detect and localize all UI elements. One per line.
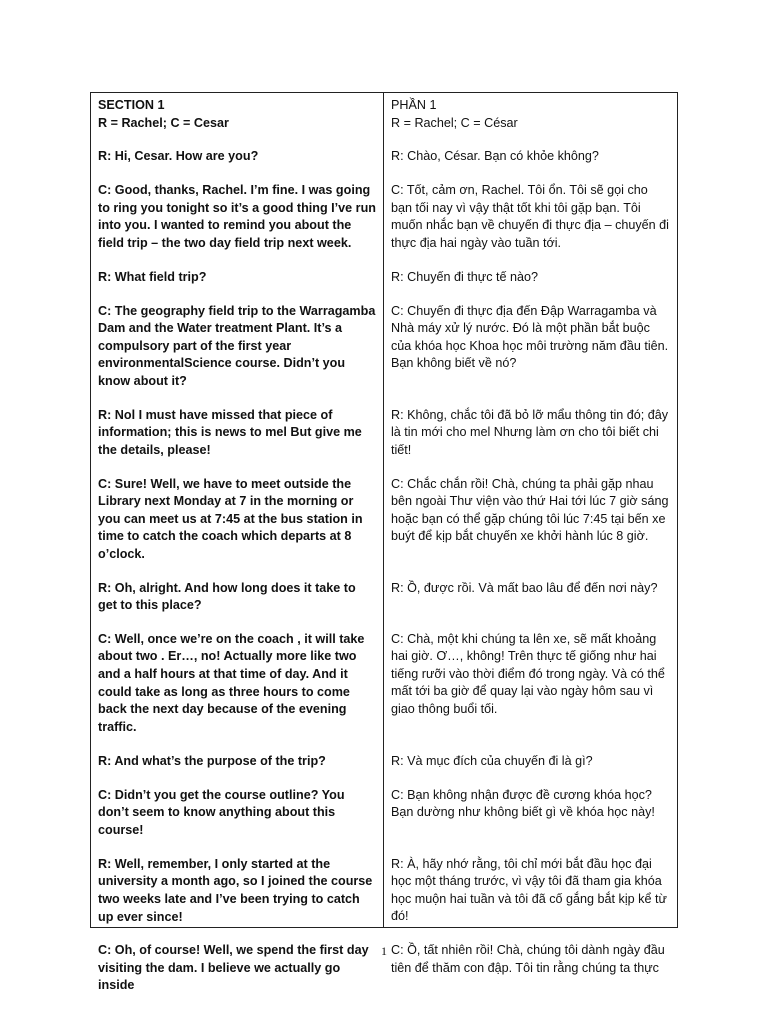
spacer [98, 391, 377, 407]
spacer [391, 460, 671, 476]
speaker-legend-vi: R = Rachel; C = César [391, 115, 518, 130]
vietnamese-column [384, 93, 677, 975]
spacer [391, 166, 671, 182]
spacer [98, 166, 377, 182]
english-column [91, 93, 384, 993]
dialogue-line-vi: R: Không, chắc tôi đã bỏ lỡ mẩu thông tin đó; đây là tin mới cho mel Nhưng làm ơn cho tôi biết chi tiết! [391, 407, 669, 457]
english-dialogue [98, 148, 377, 995]
spacer [98, 132, 377, 148]
dialogue-line-en: C: Oh, of course! Well, we spend the first day visiting the dam. I believe we actually go inside [98, 943, 369, 993]
dialogue-line-en: R: Well, remember, I only started at the university a month ago, so I joined the course two weeks late and I’ve been trying to catch up ever since! [98, 856, 373, 924]
spacer [98, 564, 377, 580]
dialogue-line-vi: R: À, hãy nhớ rằng, tôi chỉ mới bắt đầu học đại học một tháng trước, vì vậy tôi đã tham gia khóa học muộn hai tuần và tôi đã cố gắng bắt kịp kể từ đó! [391, 856, 667, 924]
dialogue-line-en: R: What field trip? [98, 269, 207, 284]
dialogue-line-vi: R: Và mục đích của chuyến đi là gì? [391, 753, 593, 768]
page-number: 1 [381, 944, 387, 958]
spacer [98, 253, 377, 269]
spacer [391, 926, 671, 942]
dialogue-line-en: R: Oh, alright. And how long does it take to get to this place? [98, 580, 356, 613]
dialogue-line-vi: R: Ồ, được rồi. Và mất bao lâu để đến nơi này? [391, 580, 658, 595]
spacer [391, 771, 671, 787]
spacer [391, 391, 671, 407]
spacer [391, 287, 671, 303]
spacer [98, 737, 377, 753]
spacer [391, 840, 671, 856]
spacer [391, 253, 671, 269]
dialogue-line-vi: C: Tốt, cảm ơn, Rachel. Tôi ổn. Tôi sẽ gọi cho bạn tối nay vì vậy thật tốt khi tôi gặp bạn. Tôi muốn nhắc bạn về chuyến đi thực địa – chuyến đi thực địa hai ngày vào tuần tới. [391, 183, 669, 250]
bilingual-transcript-table [90, 92, 678, 993]
spacer [98, 287, 377, 303]
dialogue-line-en: C: The geography field trip to the Warragamba Dam and the Water treatment Plant. It’s a compulsory part of the first year environmentalScience course. Didn’t you know about it? [98, 303, 376, 388]
dialogue-line-vi: C: Bạn không nhận được đề cương khóa học? Bạn dường như không biết gì về khóa học này! [391, 787, 655, 820]
dialogue-line-en: C: Good, thanks, Rachel. I’m fine. I was going to ring you tonight so it’s a good thing I’ve run into you. I wanted to remind you about the field trip – the two day field trip next week. [98, 183, 376, 250]
dialogue-line-en: C: Sure! Well, we have to meet outside the Library next Monday at 7 in the morning or you can meet us at 7:45 at the bus station in time to catch the coach which departs at 8 o’clock. [98, 476, 363, 561]
spacer [391, 615, 671, 631]
vietnamese-dialogue [391, 148, 671, 995]
dialogue-line-vi: R: Chào, César. Bạn có khỏe không? [391, 149, 599, 164]
spacer [98, 926, 377, 942]
dialogue-line-en: C: Didn’t you get the course outline? You don’t seem to know anything about this course! [98, 787, 345, 837]
spacer [98, 615, 377, 631]
dialogue-line-vi: C: Chuyến đi thực địa đến Đập Warragamba và Nhà máy xử lý nước. Đó là một phần bắt buộc của khóa học Khoa học môi trường năm đầu tiên. Bạn không biết về nó? [391, 303, 669, 371]
section-title-vi: PHẦN 1 [391, 98, 437, 112]
dialogue-line-en: C: Well, once we’re on the coach , it will take about two . Er…, no! Actually more like two and a half hours at that time of day. And it could take as long as three hours to come back the next day because of the evening traffic. [98, 631, 365, 734]
spacer [98, 771, 377, 787]
dialogue-line-vi: C: Chà, một khi chúng ta lên xe, sẽ mất khoảng hai giờ. Ơ…, không! Trên thực tế giống như hai tiếng rưỡi vào thời điểm đó trong ngày. Và có thể mất tới ba giờ để quay lại vào ngày hôm sau vì giao thông buổi tối. [391, 631, 665, 716]
dialogue-line-en: R: Hi, Cesar. How are you? [98, 149, 259, 164]
dialogue-line-en: R: And what’s the purpose of the trip? [98, 753, 326, 768]
speaker-legend-en: R = Rachel; C = Cesar [98, 115, 229, 130]
spacer [391, 564, 671, 580]
section-title-en: SECTION 1 [98, 98, 165, 112]
spacer [391, 737, 671, 753]
dialogue-line-vi: R: Chuyến đi thực tế nào? [391, 269, 539, 284]
spacer [98, 840, 377, 856]
spacer [391, 132, 671, 148]
dialogue-line-vi: C: Chắc chắn rồi! Chà, chúng ta phải gặp nhau bên ngoài Thư viện vào thứ Hai tới lúc 7 giờ sáng hoặc bạn có thể gặp chúng tôi lúc 7:45 tại bến xe buýt để kịp bắt chuyến xe khởi hành lúc 8 giờ. [391, 476, 669, 544]
dialogue-line-vi: C: Ồ, tất nhiên rồi! Chà, chúng tôi dành ngày đầu tiên để thăm con đập. Tôi tin rằng chúng ta thực [391, 942, 665, 975]
dialogue-line-en: R: Nol I must have missed that piece of information; this is news to mel But give me the details, please! [98, 407, 362, 457]
spacer [98, 460, 377, 476]
